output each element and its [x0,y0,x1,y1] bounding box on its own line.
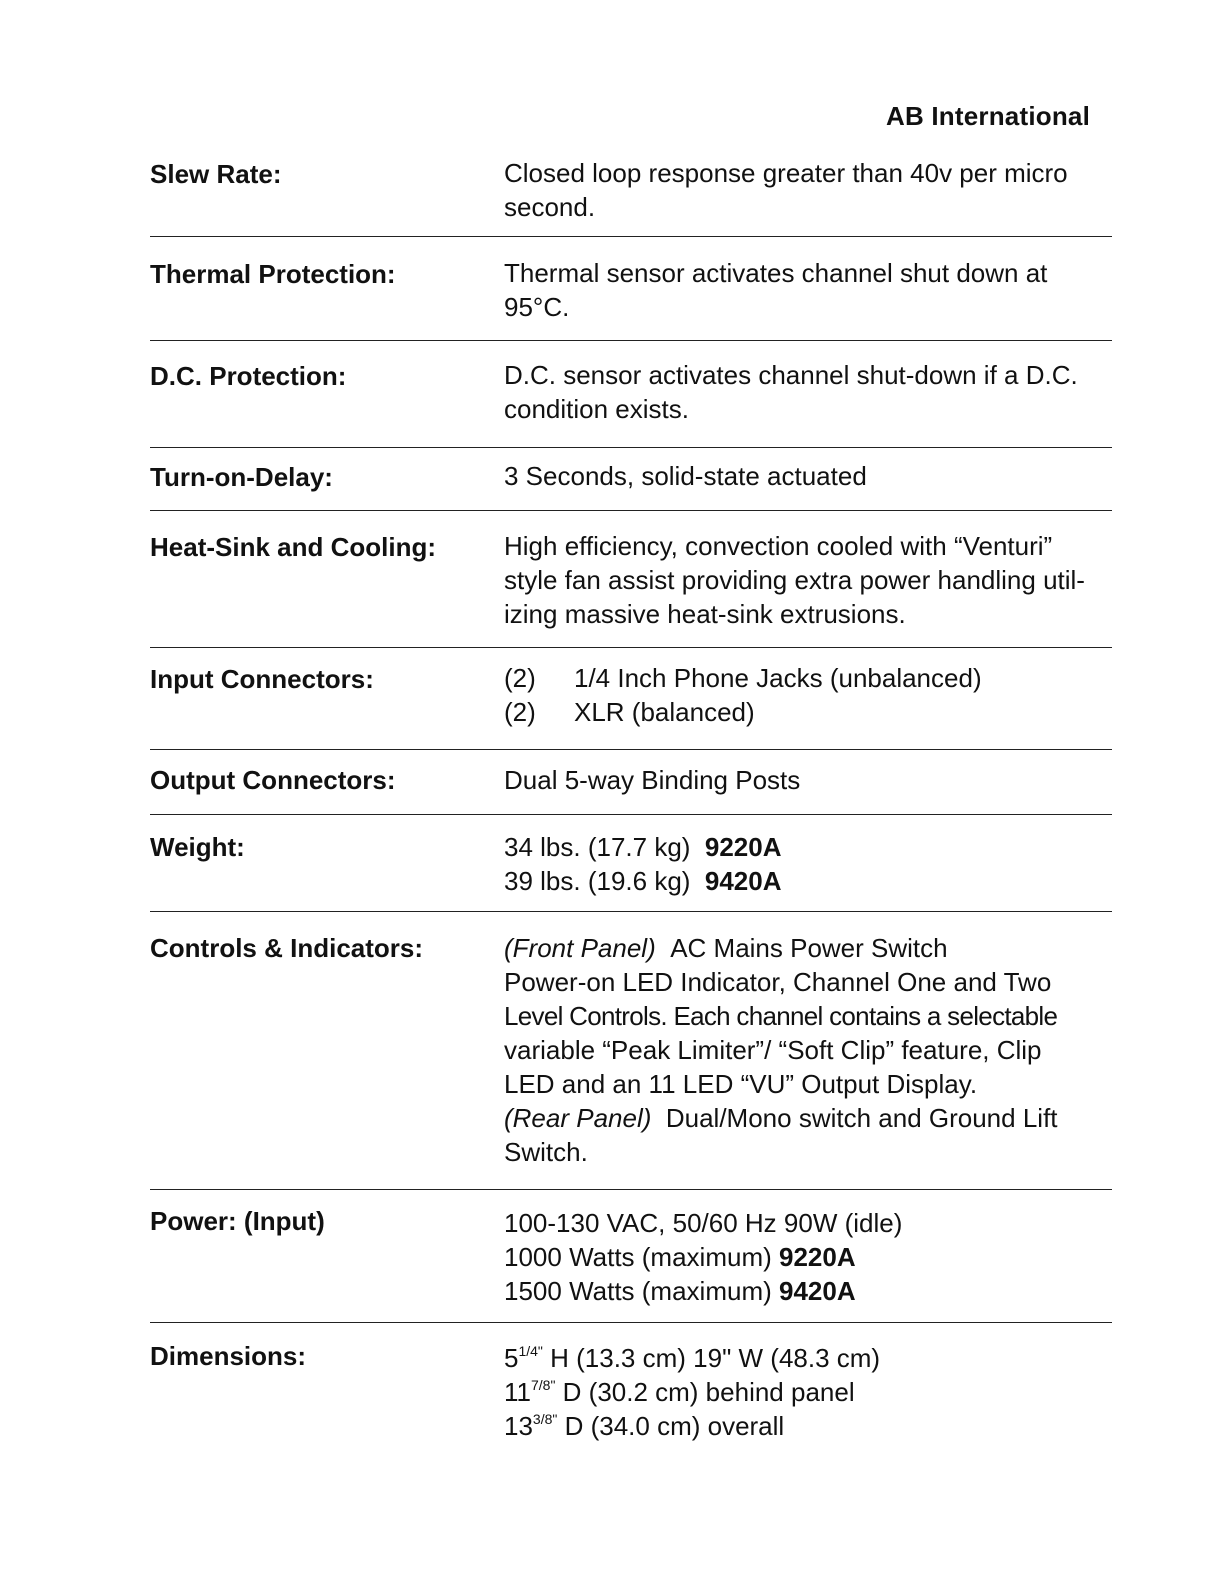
spec-row-slew-rate [150,152,1112,237]
value-line: second. [504,192,596,222]
dimension-rest: H (13.3 cm) 19" W (48.3 cm) [542,1343,881,1373]
spec-value [504,459,1114,493]
value-line: condition exists. [504,394,689,424]
spec-value [504,830,1114,898]
spec-row-power-input [150,1190,1112,1323]
spec-value [504,529,1114,631]
spec-value [504,931,1114,1169]
dimension-line [504,1409,1114,1443]
spec-label: Controls & Indicators: [150,933,424,963]
spec-label: Input Connectors: [150,664,374,694]
spec-label: Heat-Sink and Cooling: [150,532,436,562]
power-text: 1500 Watts (maximum) [504,1276,772,1306]
value-line: Level Controls. Each channel contains a selectable [504,1001,1058,1031]
spec-row-turn-on-delay [150,448,1112,511]
spec-label: Dimensions: [150,1341,307,1371]
power-text: 1000 Watts (maximum) [504,1242,772,1272]
spec-row-weight [150,815,1112,912]
dimension-fraction: 3/8" [532,1411,558,1427]
connector-item [504,695,1114,729]
value-line: variable “Peak Limiter”/ “Soft Clip” feature, Clip [504,1035,1042,1065]
spec-value [504,1206,1114,1308]
value-line: style fan assist providing extra power handling util- [504,565,1085,595]
value-line: Closed loop response greater than 40v per micro [504,158,1068,188]
dimension-line [504,1341,1114,1375]
spec-value [504,763,1114,797]
spec-label: Turn-on-Delay: [150,462,333,492]
dimension-fraction: 7/8" [531,1377,556,1393]
spec-value [504,661,1114,729]
value-line: 95°C. [504,292,570,322]
value-line: High efficiency, convection cooled with “Venturi” [504,531,1053,561]
dimension-fraction: 1/4" [518,1343,543,1359]
spec-label: Power: (Input) [150,1206,325,1236]
spec-value [504,358,1114,426]
value-line: LED and an 11 LED “VU” Output Display. [504,1069,978,1099]
spec-row-dimensions [150,1323,1112,1443]
dimension-whole: 13 [504,1411,533,1441]
spec-table [150,152,1112,1443]
spec-label: D.C. Protection: [150,361,347,391]
spec-value [504,1341,1114,1443]
value-line: Dual 5-way Binding Posts [504,765,801,795]
value-line: izing massive heat-sink extrusions. [504,599,906,629]
spec-label: Slew Rate: [150,159,282,189]
connector-type: 1/4 Inch Phone Jacks (unbalanced) [574,663,982,693]
connector-type: XLR (balanced) [574,697,755,727]
power-item [504,1274,1114,1308]
model-number: 9220A [779,1242,856,1272]
value-line: Switch. [504,1137,588,1167]
front-panel-tag: (Front Panel) [504,933,656,963]
front-panel-line [504,931,1114,965]
connector-item [504,661,1114,695]
weight-item [504,830,1114,864]
dimension-whole: 5 [504,1343,519,1373]
weight-item [504,864,1114,898]
spec-row-controls-indicators [150,912,1112,1190]
dimension-rest: D (34.0 cm) overall [557,1411,785,1441]
spec-label: Output Connectors: [150,765,396,795]
connector-qty: (2) [504,697,536,727]
value-line: D.C. sensor activates channel shut-down if a D.C. [504,360,1078,390]
spec-row-dc-protection [150,341,1112,448]
spec-row-thermal-protection [150,237,1112,341]
spec-value [504,156,1114,224]
front-panel-text: AC Mains Power Switch [670,933,948,963]
model-number: 9420A [779,1276,856,1306]
power-item [504,1240,1114,1274]
rear-panel-tag: (Rear Panel) [504,1103,652,1133]
connector-qty: (2) [504,663,536,693]
spec-row-heat-sink-cooling [150,511,1112,648]
spec-label: Thermal Protection: [150,259,396,289]
weight-text: 34 lbs. (17.7 kg) [504,832,691,862]
model-number: 9420A [704,866,782,896]
spec-label: Weight: [150,832,245,862]
dimension-line [504,1375,1114,1409]
weight-text: 39 lbs. (19.6 kg) [504,866,691,896]
value-line: Power-on LED Indicator, Channel One and Two [504,967,1052,997]
spec-row-input-connectors [150,648,1112,750]
company-name: AB International [886,101,1090,131]
value-line: Thermal sensor activates channel shut down at [504,258,1048,288]
rear-panel-line [504,1101,1114,1135]
rear-panel-text: Dual/Mono switch and Ground Lift [665,1103,1058,1133]
spec-row-output-connectors [150,750,1112,815]
dimension-whole: 11 [504,1377,531,1407]
dimension-rest: D (30.2 cm) behind panel [555,1377,855,1407]
spec-value [504,256,1114,324]
model-number: 9220A [704,832,782,862]
value-line: 3 Seconds, solid-state actuated [504,461,867,491]
value-line: 100-130 VAC, 50/60 Hz 90W (idle) [504,1208,903,1238]
